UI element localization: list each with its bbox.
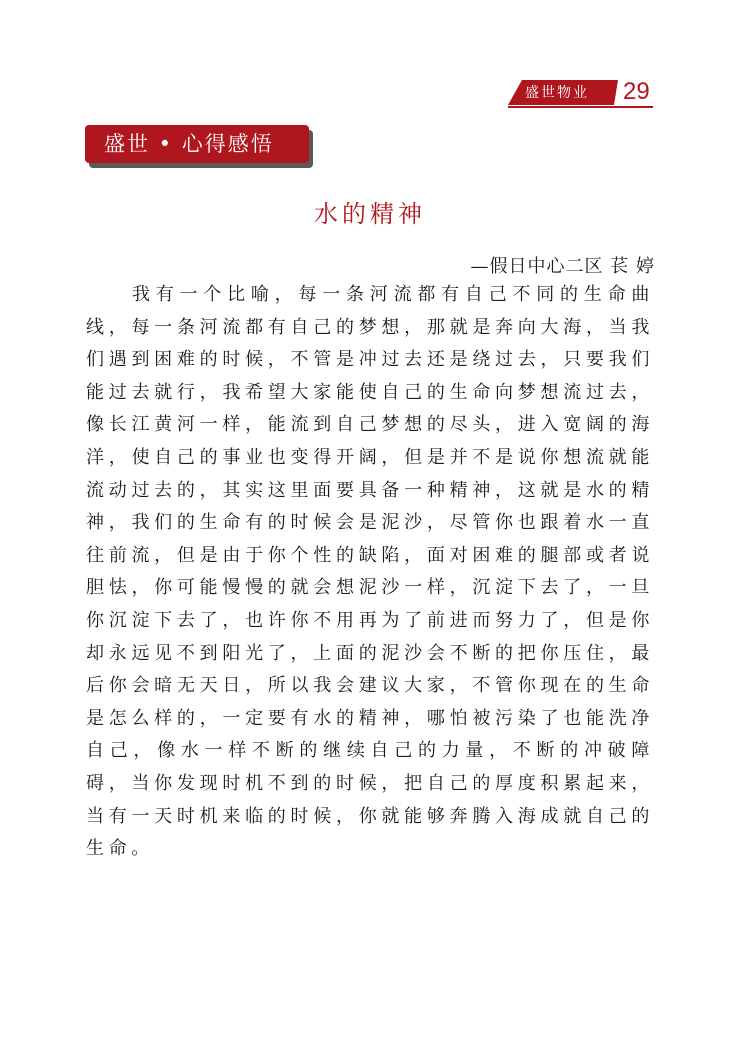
article-body: 我有一个比喻，每一条河流都有自己不同的生命曲线，每一条河流都有自己的梦想，那就是奔向大海，当我们遇到困难的时候，不管是冲过去还是绕过去，只要我们能过去就行，我希望大家能使自己的生命向梦想流过去，像长江黄河一样，能流到自己梦想的尽头，进入宽阔的海洋，使自己的事业也变得开阔，但是并不是说你想流就能流动过去的，其实这里面要具备一种精神，这就是水的精神，我们的生命有的时候会是泥沙，尽管你也跟着水一直往前流，但是由于你个性的缺陷，面对困难的腿部或者说胆怯，你可能慢慢的就会想泥沙一样，沉淀下去了，一旦你沉淀下去了，也许你不用再为了前进而努力了，但是你却永远见不到阳光了，上面的泥沙会不断的把你压住，最后你会暗无天日，所以我会建议大家，不管你现在的生命是怎么样的，一定要有水的精神，哪怕被污染了也能洗净自己，像水一样不断的继续自己的力量，不断的冲破障碍，当你发现时机不到的时候，把自己的厚度积累起来，当有一天时机来临的时候，你就能够奔腾入海成就自己的生命。 xyxy=(86,284,654,860)
header-rule xyxy=(508,106,653,108)
article-title: 水的精神 xyxy=(314,200,426,228)
section-label: 盛世 • 心得感悟 xyxy=(104,132,274,156)
page-number: 29 xyxy=(623,78,650,105)
magazine-name: 盛世物业 xyxy=(525,85,589,101)
article-byline: —假日中心二区 苌 婷 xyxy=(470,256,655,277)
